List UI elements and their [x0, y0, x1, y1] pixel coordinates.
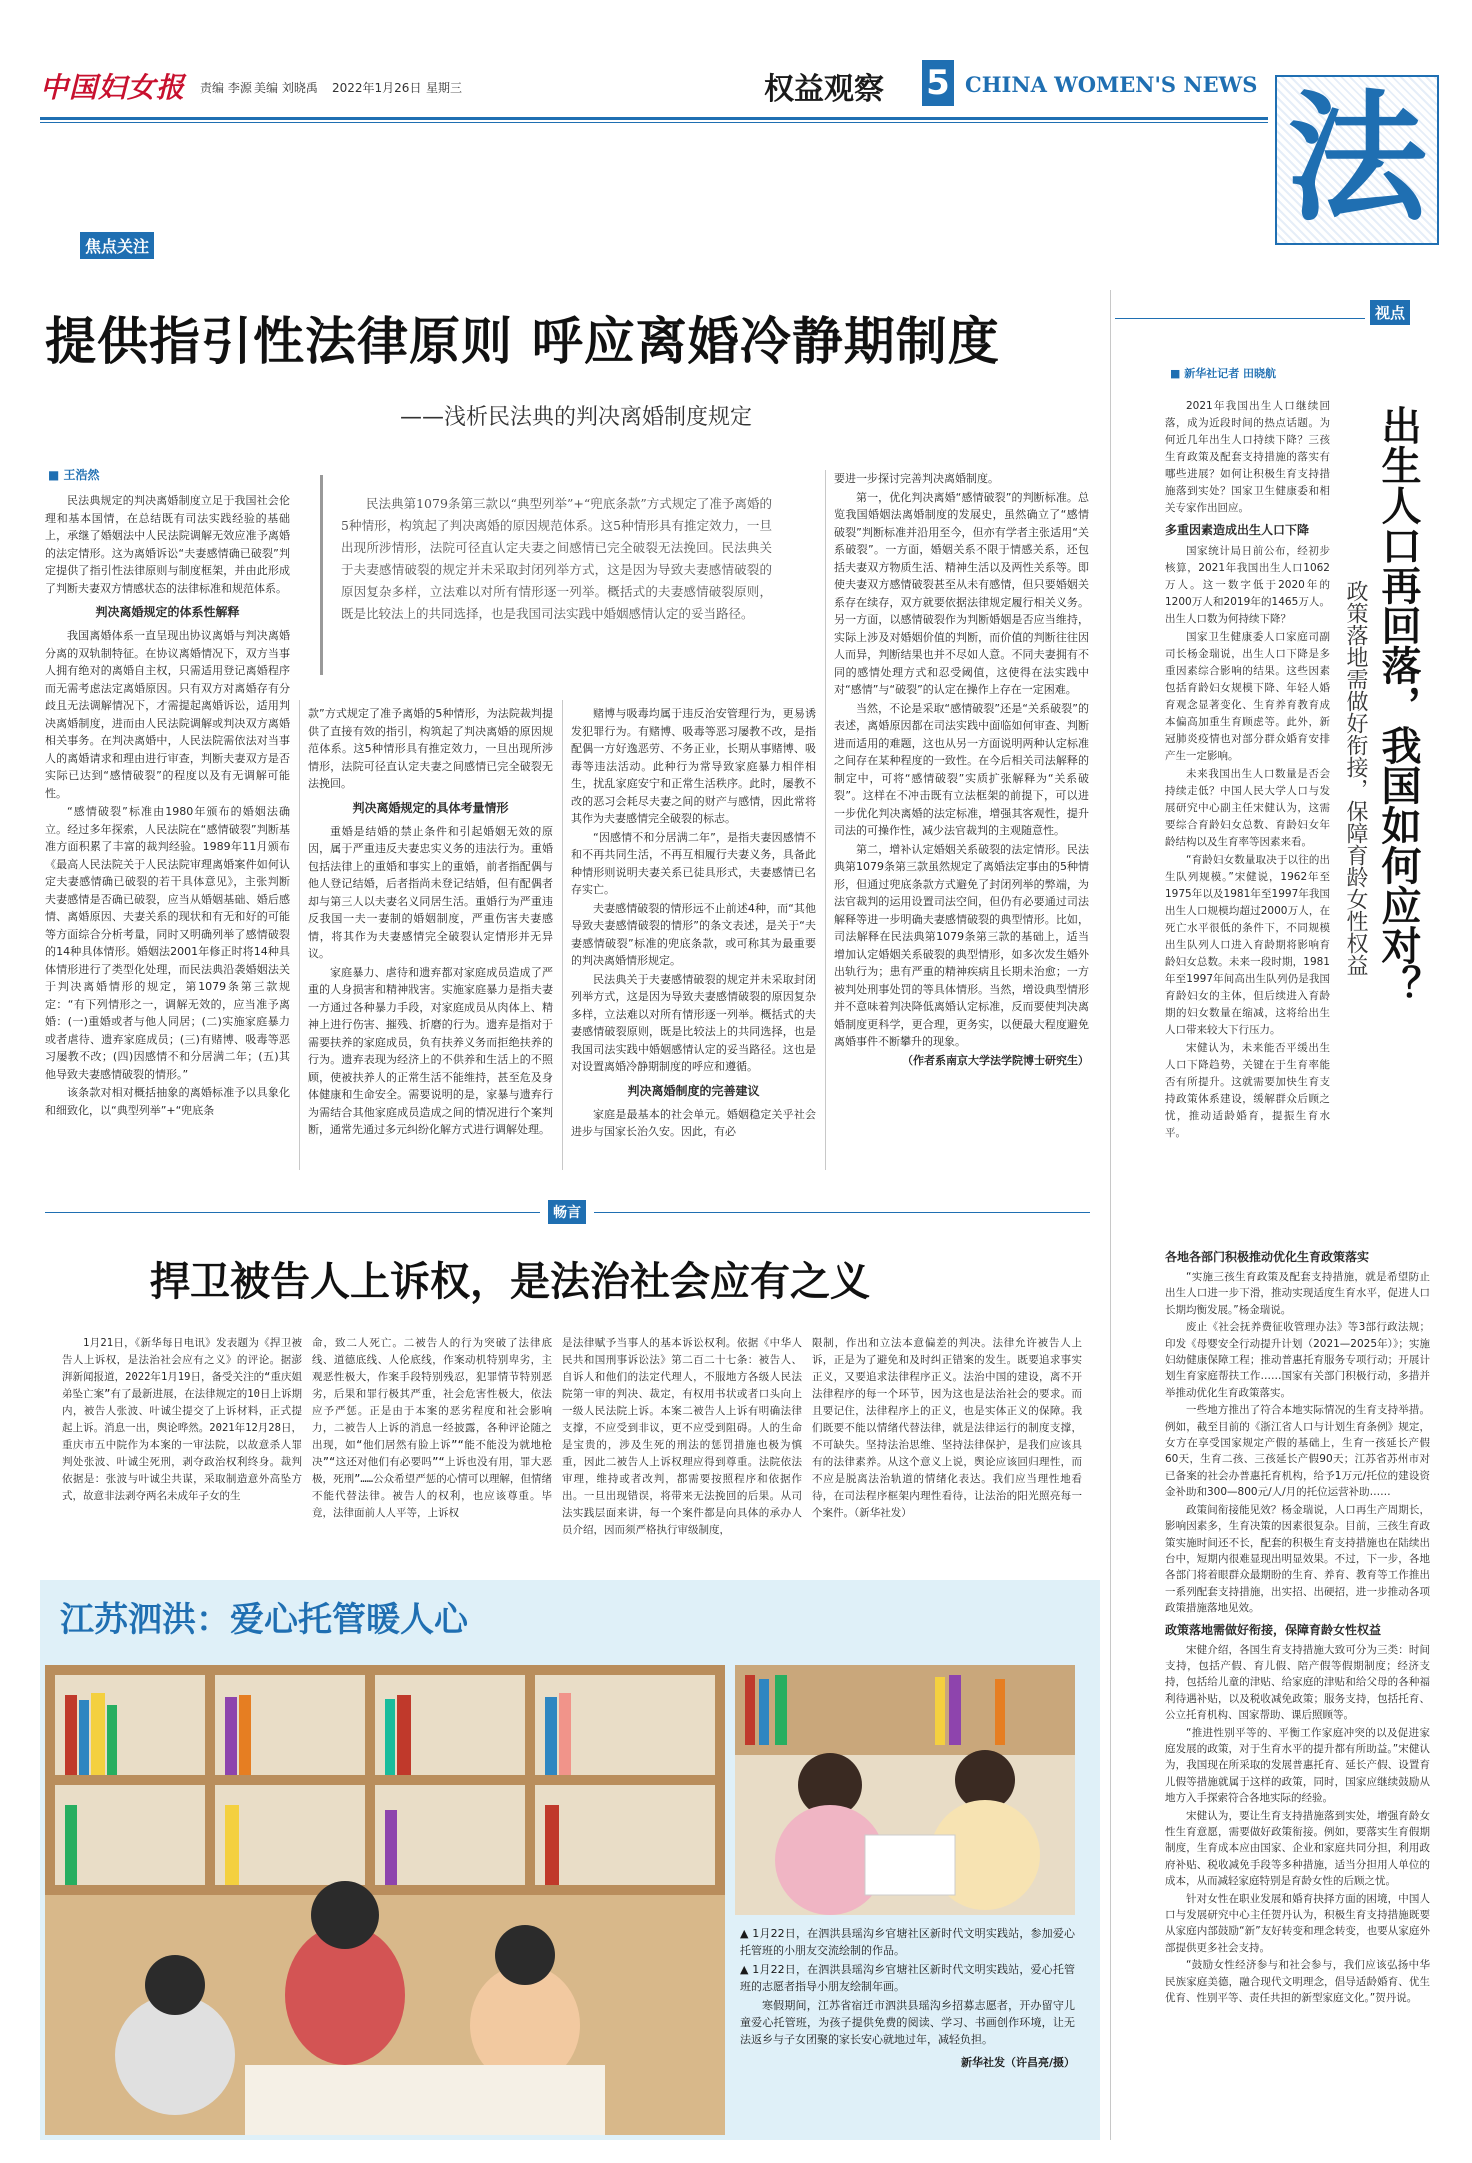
main-col-1 [45, 492, 290, 1119]
photo-illustration [45, 1665, 725, 2135]
main-title: 提供指引性法律原则 呼应离婚冷静期制度 [45, 312, 1000, 372]
main-col-4 [834, 470, 1089, 1069]
issue-weekday: 星期三 [426, 81, 463, 95]
section-heading: 判决离婚制度的完善建议 [627, 1083, 760, 1098]
viewpoint-tag-label: 视点 [1370, 300, 1410, 325]
photo-credit: 新华社发（许昌亮/摄） [960, 2056, 1075, 2069]
sidebar-para: 宋健认为，要让生育支持措施落到实处，增强育龄女性生育意愿，需要做好政策衔接。例如，要落实生育假期制度，生育成本应由国家、企业和家庭共同分担，利用政府补贴、税收减免手段等多种措施，适当分担用人单位的成本，从而减轻家庭特别是育龄女性的后顾之忧。 [1165, 1809, 1430, 1888]
main-author: ■ 王浩然 [48, 468, 100, 482]
commentary-tag-label: 畅言 [548, 1200, 586, 1224]
sidebar-heading: 多重因素造成出生人口下降 [1165, 523, 1310, 537]
commentary-para: 1月21日，《新华每日电讯》发表题为《捍卫被告人上诉权，是法治社会应有之义》的评论。据澎湃新闻报道，2022年1月19日，备受关注的“重庆姐弟坠亡案”有了最新进展，在法律规定的10日上诉期内，被告人张波、叶诚尘提交了上诉材料，正式提起上诉。消息一出，舆论哗然。2021年12月28日，重庆市五中院作为本案的一审法院，以故意杀人罪判处张波、叶诚尘死刑，剥夺政治权利终身。裁判依据是：张波与叶诚尘共谋，采取制造意外高坠方式，故意非法剥夺两名未成年子女的生 [62, 1337, 302, 1502]
author-signature: （作者系南京大学法学院博士研究生） [902, 1053, 1089, 1067]
sidebar-para: 宋健介绍，各国生育支持措施大致可分为三类：时间支持，包括产假、育儿假、陪产假等假期制度；经济支持，包括给儿童的津贴、给家庭的津贴和给父母的各种福利待遇补贴，以及税收减免政策；服务支持，包括托育、公立托育机构、国家帮助、课后照顾等。 [1165, 1643, 1430, 1722]
commentary-col-2 [312, 1335, 552, 1522]
page-number-text: 5 [926, 63, 950, 103]
main-col1-para: 该条款对相对概括抽象的离婚标准予以具象化和细致化，以“典型列举”+“兜底条 [45, 1086, 290, 1117]
main-col1-para: 民法典规定的判决离婚制度立足于我国社会伦理和基本国情，在总结既有司法实践经验的基础上，承继了婚姻法中人民法院调解无效应准予离婚的法定情形。这为离婚诉讼“夫妻感情确已破裂”判定提供了指引性法律原则与制度框架，并由此形成了判断夫妻双方情感状态的法律标准和规范体系。 [45, 494, 290, 595]
sidebar-para: 一些地方推出了符合本地实际情况的生育支持举措。例如，截至目前的《浙江省人口与计划生育条例》规定，女方在享受国家规定产假的基础上，生育一孩延长产假60天，生育二孩、三孩延长产假90天；江苏省苏州市对已备案的社会办普惠托育机构，给予1万元/托位的建设资金补助和300—800元/人/月的托位运营补助…… [1165, 1404, 1430, 1499]
sidebar-para: 废止《社会抚养费征收管理办法》等3部行政法规；印发《母婴安全行动提升计划（2021—2025年）》；实施妇幼健康保障工程；推动普惠托育服务专项行动；开展计划生育家庭帮扶工作……国家有关部门积极行动，多措并举推动优化生育政策落实。 [1165, 1321, 1430, 1399]
photo-story-title: 江苏泗洪：爱心托管暖人心 [60, 1600, 468, 1640]
commentary-col-4 [812, 1335, 1082, 1522]
photo-children-painting [735, 1665, 1075, 1915]
law-character: 法 [1287, 77, 1428, 241]
pull-quote-text: 民法典第1079条第三款以“典型列举”+“兜底条款”方式规定了准予离婚的5种情形，构筑起了判决离婚的原因规范体系。这5种情形具有推定效力，一旦出现所涉情形，法院可径直认定夫妻之间感情已完全破裂无法挽回。民法典关于夫妻感情破裂的规定并未采取封闭列举方式，这是因为导致夫妻感情破裂的原因复杂多样，立法难以对所有情形逐一列举。概括式的夫妻感情破裂原则，既是比较法上的共同选择，也是我国司法实践中婚姻感情认定的妥当路径。 [341, 496, 772, 621]
sidebar-para: “推进性别平等的、平衡工作家庭冲突的以及促进家庭发展的政策，对于生育水平的提升都有所助益。”宋健认为，我国现在所采取的发展普惠托育、延长产假、设置育儿假等措施就属于这样的政策，同时，国家应继续鼓励从地方入手探索符合各地实际的经验。 [1165, 1726, 1430, 1805]
sidebar-author: ■ 新华社记者 田晓航 [1170, 367, 1277, 380]
main-col-2 [308, 705, 553, 1139]
sidebar-col-narrow [1165, 398, 1330, 1142]
sidebar-title: 出生人口再回落，我国如何应对？ [1375, 405, 1422, 1005]
section-name: 权益观察 [764, 72, 884, 107]
main-col1-para: 我国离婚体系一直呈现出协议离婚与判决离婚分离的双轨制特征。在协议离婚情况下，双方当事人拥有绝对的离婚自主权，只需适用登记离婚程序而无需考虑法定离婚原因。只有双方对离婚存有分歧且无法调解情况下，才需提起离婚诉讼，适用判决离婚制度，进而由人民法院调解或判决双方离婚相关事务。在判决离婚中，人民法院需依法对当事人的离婚请求和理由进行审查，判断夫妻双方是否实际已达到“感情破裂”的程度以及有无调解可能性。 [45, 629, 290, 800]
sidebar-para: 2021年我国出生人口继续回落，成为近段时间的热点话题。为何近几年出生人口持续下降？三孩生育政策及配套支持措施的落实有哪些进展？如何让积极生育支持措施落到实处？国家卫生健康委和相关专家作出回应。 [1165, 400, 1330, 514]
law-section-box [1275, 75, 1439, 245]
section-heading: 判决离婚规定的具体考量情形 [352, 800, 509, 815]
sidebar-para: 政策间衔接能见效？杨金瑞说，人口再生产周期长，影响因素多，生育决策的因素很复杂。目前，三孩生育政策实施时间还不长，配套的积极生育支持措施也在陆续出台中，短期内很难显现出明显效果。不过，下一步，各地各部门将着眼群众最期盼的生育、养育、教育等工作推出一系列配套支持措施，出实招、出硬招，进一步推动各项政策措施落地见效。 [1165, 1503, 1430, 1615]
designer-credit: 美编 刘晓禹 [254, 81, 318, 95]
masthead-rule [40, 117, 1268, 120]
commentary-tag [540, 1200, 594, 1224]
commentary-para: 命，致二人死亡。二被告人的行为突破了法律底线、道德底线、人伦底线，作案动机特别卑劣，主观恶性极大，作案手段特别残忍，犯罪情节特别恶劣，后果和罪行极其严重，社会危害性极大，依法应予严惩。正是由于本案的恶劣程度和社会影响力，二被告人上诉的消息一经披露，各种评论随之出现，如“他们居然有脸上诉”“能不能没为就地枪决”“这还对他们有必要吗”“上诉也没有用，罪大恶极，死刑”……公众希望严惩的心情可以理解，但情绪不能代替法律。被告人的权利，也应该尊重。毕竟，法律面前人人平等，上诉权 [312, 1337, 552, 1519]
commentary-para: 是法律赋予当事人的基本诉讼权利。依据《中华人民共和国刑事诉讼法》第二百二十七条：被告人、自诉人和他们的法定代理人，不服地方各级人民法院第一审的判决、裁定，有权用书状或者口头向上一级人民法院上诉。本案二被告人上诉有明确法律支撑，不应受到非议，更不应受到阻碍。人的生命是宝贵的，涉及生死的刑法的惩罚措施也极为慎重，因此二被告人上诉权理应得到尊重。法院依法审理，维持或者改判，都需要按照程序和依据作出。一旦出现错误，将带来无法挽回的后果。从司法实践层面来讲，每一个案件都是向具体的承办人员介绍，因而须严格执行审级制度， [562, 1337, 802, 1536]
sidebar-para: “育龄妇女数量取决于以往的出生队列规模。”宋健说，1962年至1975年以及1981年至1997年我国出生人口规模均超过2000万人，在死亡水平很低的条件下，不同规模出生队列人口进入育龄期将影响育龄妇女总数。未来一段时期，1981年至1997年间高出生队列仍是我国育龄妇女的主体，但后续进入育龄期的妇女数量在缩减，这将给出生人口带来较大下行压力。 [1165, 854, 1330, 1036]
commentary-col-1 [62, 1335, 302, 1505]
main-col4-para: 第二，增补认定婚姻关系破裂的法定情形。民法典第1079条第三款虽然规定了离婚法定事由的5种情形，但通过兜底条款方式避免了封闭列举的弊端，为法官裁判的运用设置司法空间，但仍有必要通过司法解释等进一步明确夫妻感情破裂的典型情形。比如，司法解释在民法典第1079条第三款的基础上，适当增加认定婚姻关系破裂的典型情形，如多次发生婚外出轨行为；患有严重的精神疾病且长期未治愈；一方被判处刑事处罚的等具体情形。当然，增设典型情形并不意味着判决降低离婚认定标准，反而要使判决离婚制度更科学，更合理，更务实，以便最大程度避免离婚事件不断攀升的现象。 [834, 842, 1089, 1048]
main-col3-para: “因感情不和分居满二年”，是指夫妻因感情不和不再共同生活，不再互相履行夫妻义务，具备此种情形则说明夫妻关系已徒具形式，夫妻感情已名存实亡。 [571, 830, 816, 896]
sidebar-para: 未来我国出生人口数量是否会持续走低？中国人民大学人口与发展研究中心副主任宋健认为，这需要综合育龄妇女总数、育龄妇女年龄结构以及生育率等因素来看。 [1165, 768, 1330, 848]
main-col1-para: “感情破裂”标准由1980年颁布的婚姻法确立。经过多年探索，人民法院在“感情破裂”判断基准方面积累了丰富的裁判经验。1989年11月颁布《最高人民法院关于人民法院审理离婚案件如何认定夫妻感情确已破裂的若干具体意见》，主张判断夫妻感情是否确已破裂，应当从婚姻基础、婚后感情、离婚原因、夫妻关系的现状和有无和好的可能等方面综合分析考量，同时又明确列举了感情破裂的14种具体情形。婚姻法2001年修正时将14种具体情形进行了类型化处理，而民法典沿袭婚姻法关于判决离婚情形的规定，第1079条第三款规定：“有下列情形之一，调解无效的，应当准予离婚：(一)重婚或者与他人同居；(二)实施家庭暴力或者虐待、遗弃家庭成员；(三)有赌博、吸毒等恶习屡教不改；(四)因感情不和分居满二年；(五)其他导致夫妻感情破裂的情形。” [45, 805, 290, 1081]
english-title: CHINA WOMEN'S NEWS [965, 72, 1258, 97]
column-rule [299, 700, 300, 1170]
main-col3-para: 赌博与吸毒均属于违反治安管理行为，更易诱发犯罪行为。有赌博、吸毒等恶习屡教不改，是指配偶一方好逸恶劳、不务正业，长期从事赌博、吸毒等违法活动。此种行为常导致家庭暴力相伴相生，扰乱家庭安宁和正常生活秩序。此时，屡教不改的恶习会耗尽夫妻之间的财产与感情，因此常将其作为夫妻感情完全破裂的标志。 [571, 707, 816, 825]
sidebar-para: 针对女性在职业发展和婚育抉择方面的困境，中国人口与发展研究中心主任贺丹认为，积极生育支持措施既要从家庭内部鼓励“新”友好转变和理念转变，也要从家庭外部提供更多社会支持。 [1165, 1892, 1430, 1954]
sidebar-heading: 政策落地需做好衔接，保障育龄女性权益 [1165, 1622, 1382, 1637]
sidebar-col-wide [1165, 1248, 1430, 2006]
focus-tag-label: 焦点关注 [80, 232, 154, 259]
masthead [40, 60, 1258, 112]
sidebar-para: 国家统计局日前公布，经初步核算，2021年我国出生人口1062万人。这一数字低于2020年的1200万人和2019年的1465万人。出生人口数为何持续下降？ [1165, 545, 1330, 625]
main-col3-para: 民法典关于夫妻感情破裂的规定并未采取封闭列举方式，这是因为导致夫妻感情破裂的原因复杂多样，立法难以对所有情形逐一列举。概括式的夫妻感情破裂原则，既是比较法上的共同选择，也是我国司法实践中婚姻感情认定的妥当路径。这也是对设置离婚冷静期制度的呼应和遵循。 [571, 972, 816, 1073]
main-col3-para: 家庭是最基本的社会单元。婚姻稳定关乎社会进步与国家长治久安。因此，有必 [571, 1107, 816, 1138]
commentary-para: 限制，作出和立法本意偏差的判决。法律允许被告人上诉，正是为了避免和及时纠正错案的发生。既要追求事实正义，又要追求法律程序正义。法治中国的建设，离不开法律程序的每一个环节，因为这也是法治社会的要求。而且要记住，法律程序上的正义，也是实体正义的保障。我们既要不能以情绪代替法律，就是法律运行的制度支撑，不可缺失。坚持法治思维、坚持法律保护，是我们应该具有的法律素养。从这个意义上说，舆论应该回归理性，而不应是脱离法治轨道的情绪化表达。我们应当理性地看待，在司法程序框架内理性看待，让法治的阳光照亮每一个案件。（新华社发） [812, 1337, 1082, 1519]
newspaper-logo: 中国妇女报 [40, 71, 186, 104]
page-number [922, 60, 954, 106]
commentary-col-3 [562, 1335, 802, 1539]
section-heading: 判决离婚规定的体系性解释 [95, 605, 240, 619]
issue-date: 2022年1月26日 [332, 81, 422, 95]
main-col3-para: 夫妻感情破裂的情形远不止前述4种，而“其他导致夫妻感情破裂的情形”的条文表述，是关于“夫妻感情破裂”标准的兜底条款，或可称其为最重要的判决离婚情形规定。 [571, 901, 816, 967]
focus-tag [80, 232, 154, 259]
commentary-title: 捍卫被告人上诉权，是法治社会应有之义 [150, 1258, 870, 1305]
photo-caption-1: ▲ 1月22日，在泗洪县瑶沟乡官塘社区新时代文明实践站，参加爱心托管班的小朋友交流绘制的作品。 [740, 1927, 1075, 1957]
sidebar-para: 国家卫生健康委人口家庭司副司长杨金瑞说，出生人口下降是多重因素综合影响的结果。这些因素包括育龄妇女规模下降、年轻人婚育观念显著变化、生育养育教育成本偏高加重生育顾虑等。此外，新冠肺炎疫情也对部分群众婚育安排产生一定影响。 [1165, 631, 1330, 762]
main-col2-para: 款”方式规定了准予离婚的5种情形，为法院裁判提供了直接有效的指引，构筑起了判决离婚的原因规范体系。这5种情形具有推定效力，一旦出现所涉情形，法院可径直认定夫妻之间感情已完全破裂无法挽回。 [308, 707, 553, 790]
sidebar-top-rule [1115, 318, 1365, 319]
main-col2-para: 家庭暴力、虐待和遗弃都对家庭成员造成了严重的人身损害和精神戕害。实施家庭暴力是指夫妻一方通过各种暴力手段，对家庭成员从肉体上、精神上进行伤害、摧残、折磨的行为。遗弃是指对于需要扶养的家庭成员，负有扶养义务而拒绝扶养的行为。遗弃表现为经济上的不供养和生活上的不照顾，使被扶养人的正常生活不能维持，甚至危及身体健康和生命安全。需要说明的是，家暴与遗弃行为需结合其他家庭成员造成之间的情况进行个案判断，通常先通过多元纠纷化解方式进行调解处理。 [308, 965, 553, 1136]
sidebar-subtitle: 政策落地需做好衔接，保障育龄女性权益 [1343, 580, 1368, 976]
photo-illustration [735, 1665, 1075, 1915]
sidebar-para: 宋健认为，未来能否平缓出生人口下降趋势，关键在于生育率能否有所提升。这就需要加快生育支持政策体系建设，缓解群众后顾之忧，推动适龄婚育，提振生育水平。 [1165, 1042, 1330, 1139]
editor-credit: 责编 李源 [200, 81, 252, 95]
sidebar-para: “实施三孩生育政策及配套支持措施，就是希望防止出生人口进一步下滑，推动实现适度生育水平，促进人口长期均衡发展。”杨金瑞说。 [1165, 1271, 1430, 1316]
photo-caption-3: 寒假期间，江苏省宿迁市泗洪县瑶沟乡招募志愿者，开办留守儿童爱心托管班，为孩子提供免费的阅读、学习、书画创作环境，让无法返乡与子女团聚的家长安心就地过年，减轻负担。 [740, 1999, 1075, 2046]
column-rule [562, 700, 563, 1170]
column-rule [825, 470, 826, 1170]
pull-quote [320, 475, 790, 675]
sidebar-heading: 各地各部门积极推动优化生育政策落实 [1165, 1250, 1370, 1264]
photo-children-bookshelf [45, 1665, 725, 2135]
sidebar-para: “鼓励女性经济参与和社会参与，我们应该弘扬中华民族家庭美德，融合现代文明理念，倡导适龄婚育、优生优育、性别平等、责任共担的新型家庭文化。”贺丹说。 [1165, 1959, 1430, 2005]
photo-captions [740, 1925, 1075, 2071]
sidebar-rule [1110, 290, 1111, 2140]
main-col2-para: 重婚是结婚的禁止条件和引起婚姻无效的原因，属于严重违反夫妻忠实义务的违法行为。重婚包括法律上的重婚和事实上的重婚，前者指配偶与他人登记结婚，后者指尚未登记结婚，但有配偶者却与第三人以夫妻名义同居生活。重婚行为严重违反我国一夫一妻制的婚姻制度，严重伤害夫妻感情，将其作为夫妻感情完全破裂认定情形并无异议。 [308, 824, 553, 960]
main-col-3 [571, 705, 816, 1141]
main-subtitle: ——浅析民法典的判决离婚制度规定 [400, 405, 753, 430]
main-col4-para: 第一，优化判决离婚“感情破裂”的判断标准。总览我国婚姻法离婚制度的发展史，虽然确立了“感情破裂”判断标准并沿用至今，但亦有学者主张适用“关系破裂”。一方面，婚姻关系不限于情感关系，还包括夫妻双方物质生活、精神生活以及两性关系等。即使夫妻双方感情破裂甚至从未有感情，但只要婚姻关系存在续存，双方就要依据法律规定履行相关义务。另一方面，以感情破裂作为判断婚姻是否应当维持，实际上涉及对婚姻价值的判断，而价值的判断往往因人而异，判断结果也并不尽如人意。不同夫妻拥有不同的感情处理方式和忍受阈值，这使得在法实践中对“感情”与“破裂”的认定在操作上存在一定困难。 [834, 490, 1089, 696]
main-col4-para: 当然，不论是采取“感情破裂”还是“关系破裂”的表述，离婚原因都在司法实践中面临如何审查、判断进而适用的难题，这也从另一方面说明两种认定标准之间存在某种程度的一致性。在今后相关司法解释的制定中，可将“感情破裂”实质扩张解释为“关系破裂”。这样在不冲击既有立法框架的前提下，可以进一步优化判决离婚的法定标准，增强其客观性，提升司法的可操作性，减少法官裁判的主观随意性。 [834, 701, 1089, 837]
viewpoint-tag [1370, 300, 1410, 325]
photo-caption-2: ▲ 1月22日，在泗洪县瑶沟乡官塘社区新时代文明实践站，爱心托管班的志愿者指导小朋友绘制年画。 [740, 1963, 1075, 1993]
main-col4-para: 要进一步探讨完善判决离婚制度。 [834, 472, 999, 485]
masthead-rule-thin [40, 122, 1268, 123]
